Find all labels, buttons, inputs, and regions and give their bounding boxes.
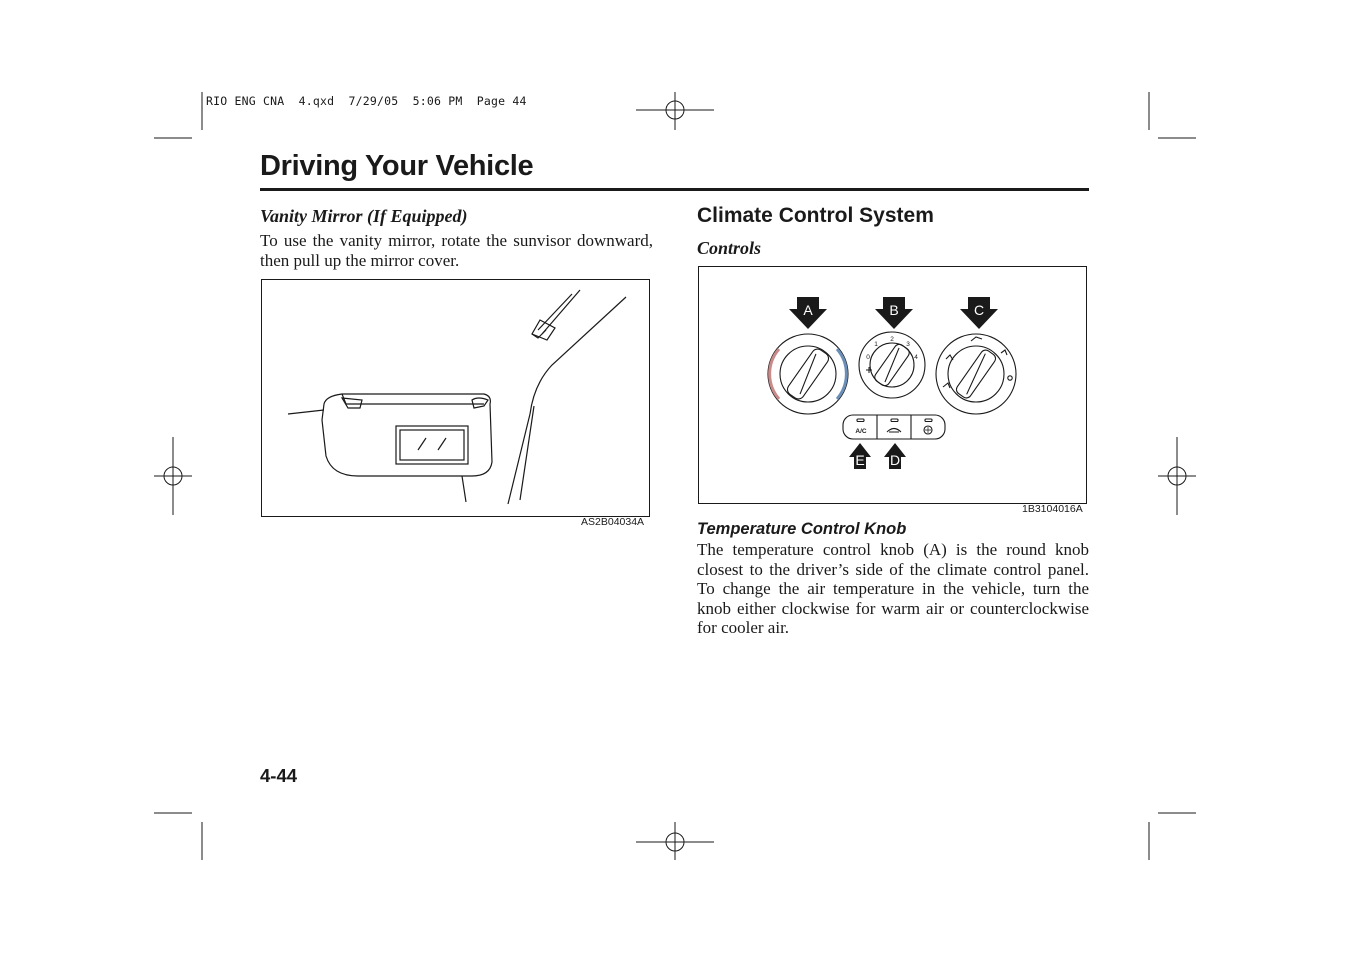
title-rule <box>260 188 1089 191</box>
climate-figure-code: 1B3104016A <box>1022 503 1083 515</box>
fan-speed-4: 4 <box>914 354 918 361</box>
callout-a <box>789 297 827 329</box>
rear-defrost-indicator <box>925 419 932 422</box>
sunvisor-illustration <box>262 280 649 516</box>
climate-control-title: Climate Control System <box>697 204 934 227</box>
label-e: E <box>855 452 865 468</box>
page-title: Driving Your Vehicle <box>260 150 534 182</box>
label-b: B <box>889 302 899 318</box>
fan-speed-2: 2 <box>890 336 894 343</box>
page-number: 4-44 <box>260 765 298 786</box>
climate-panel-illustration <box>699 267 1086 503</box>
ac-indicator <box>857 419 864 422</box>
vanity-mirror-figure <box>261 279 650 517</box>
recirc-indicator <box>891 419 898 422</box>
callout-c <box>960 297 998 329</box>
recirculation-icon <box>887 429 901 433</box>
label-c: C <box>973 302 985 318</box>
temperature-knob-heading: Temperature Control Knob <box>697 520 907 538</box>
callout-b <box>875 297 913 329</box>
button-strip <box>843 415 945 439</box>
callout-e <box>849 443 871 469</box>
vent-bilevel-icon <box>971 337 982 341</box>
fan-speed-1: 1 <box>874 341 878 348</box>
temperature-knob <box>768 334 848 414</box>
label-d: D <box>889 452 901 468</box>
ac-button-label: A/C <box>855 428 867 435</box>
vent-defrost-floor-icon <box>1001 350 1007 355</box>
vent-face-icon <box>946 355 953 360</box>
fan-speed-3: 3 <box>906 341 910 348</box>
slug-line: RIO ENG CNA 4.qxd 7/29/05 5:06 PM Page 44 <box>206 94 527 108</box>
controls-subheading: Controls <box>697 238 762 258</box>
fan-speed-0: 0 <box>866 354 870 361</box>
climate-control-figure <box>698 266 1087 504</box>
label-a: A <box>803 302 813 318</box>
vent-floor-icon <box>943 383 950 388</box>
vanity-mirror-body: To use the vanity mirror, rotate the sunvisor downward, then pull up the mirror cover. <box>260 231 653 270</box>
vanity-figure-code: AS2B04034A <box>581 516 645 528</box>
vanity-mirror-heading: Vanity Mirror (If Equipped) <box>260 206 468 226</box>
temperature-knob-body: The temperature control knob (A) is the round knob closest to the driver’s side of the climate control panel. To change the air temperature in the vehicle, turn the knob either clockwise for warm air or counterclockwise for cooler air. <box>697 540 1089 637</box>
mode-knob <box>936 334 1016 414</box>
defrost-icon <box>1008 376 1012 380</box>
callout-d <box>884 443 906 469</box>
